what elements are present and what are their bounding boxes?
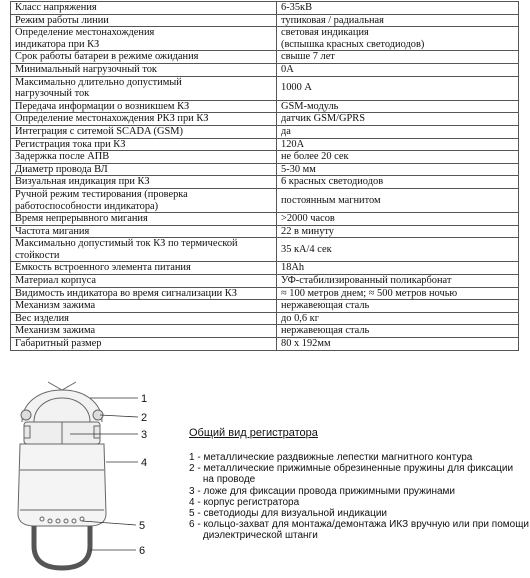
- spec-row: [11, 188, 519, 212]
- spec-value-cell: ≈ 100 метров днем; ≈ 500 метров ночью: [277, 287, 519, 300]
- callout-5: 5: [139, 520, 146, 532]
- spec-parameter-cell: Время непрерывного мигания: [11, 213, 277, 226]
- spec-parameter-cell: Определение местонахождения РКЗ при КЗ: [11, 113, 277, 126]
- spec-value-cell: 22 в минуту: [277, 225, 519, 238]
- spec-row: [11, 213, 519, 226]
- spec-parameter-cell: Регистрация тока при КЗ: [11, 138, 277, 151]
- specifications-table: [10, 1, 519, 351]
- callout-4: 4: [141, 457, 148, 469]
- spec-parameter-cell: Максимально допустимый ток КЗ по термической стойкости: [11, 238, 277, 262]
- spec-parameter-cell: Класс напряжения: [11, 2, 277, 15]
- spec-row: [11, 14, 519, 27]
- spec-row: [11, 225, 519, 238]
- spec-value-cell: 1000 А: [277, 76, 519, 100]
- spec-value-cell: не более 20 сек: [277, 151, 519, 164]
- legend-item: 3 - ложе для фиксации провода прижимными пружинами: [189, 485, 455, 497]
- legend-item: 1 - металлические раздвижные лепестки магнитного контура: [189, 452, 473, 463]
- spec-parameter-cell: Механизм зажима: [11, 300, 277, 313]
- spec-parameter-cell: Определение местонахождения индикатора при КЗ: [11, 27, 277, 51]
- spec-value-cell: GSM-модуль: [277, 100, 519, 113]
- legend-item: 6 - кольцо-захват для монтажа/демонтажа ИКЗ вручную или при помощи: [189, 519, 530, 531]
- spec-row: [11, 312, 519, 325]
- spec-value-cell: 35 кА/4 сек: [277, 238, 519, 262]
- spec-value-cell: 18Ah: [277, 262, 519, 275]
- spec-parameter-cell: Механизм зажима: [11, 325, 277, 338]
- spec-row: [11, 338, 519, 351]
- spec-row: [11, 163, 519, 176]
- legend-item: 4 - корпус регистратора: [189, 496, 300, 508]
- spec-value-cell: нержавеющая сталь: [277, 325, 519, 338]
- spec-row: [11, 51, 519, 64]
- leader-2: [100, 415, 138, 417]
- spec-value-cell: тупиковая / радиальная: [277, 14, 519, 27]
- callout-3: 3: [141, 429, 148, 441]
- spec-value-cell: 120А: [277, 138, 519, 151]
- spec-value-cell: 0А: [277, 63, 519, 76]
- spec-value-cell: 6-35кВ: [277, 2, 519, 15]
- clamp-tip: [48, 382, 76, 390]
- figure-caption: Общий вид регистратора: [189, 427, 318, 439]
- spec-row: [11, 113, 519, 126]
- spec-row: [11, 138, 519, 151]
- spec-row: [11, 325, 519, 338]
- spec-row: [11, 300, 519, 313]
- legend-item: 5 - светодиоды для визуальной индикации: [189, 508, 388, 520]
- spec-parameter-cell: Режим работы линии: [11, 14, 277, 27]
- bed-latch-left: [24, 426, 30, 438]
- spec-value-cell: 6 красных светодиодов: [277, 176, 519, 189]
- housing-body: [18, 444, 106, 526]
- spec-parameter-cell: Материал корпуса: [11, 275, 277, 288]
- spec-value-cell: 5-30 мм: [277, 163, 519, 176]
- spec-value-cell: световая индикация (вспышка красных светодиодов): [277, 27, 519, 51]
- spec-parameter-cell: Интеграция с ситемой SCADA (GSM): [11, 125, 277, 138]
- spec-parameter-cell: Видимость индикатора во время сигнализации КЗ: [11, 287, 277, 300]
- spec-value-cell: УФ-стабилизированный поликарбонат: [277, 275, 519, 288]
- spec-value-cell: датчик GSM/GPRS: [277, 113, 519, 126]
- spec-parameter-cell: Диаметр провода ВЛ: [11, 163, 277, 176]
- spec-row: [11, 176, 519, 189]
- spec-row: [11, 27, 519, 51]
- spring-left: [21, 410, 31, 420]
- bed-latch-right: [94, 426, 100, 438]
- spec-row: [11, 262, 519, 275]
- legend-item: 2 - металлические прижимные обрезиненные пружины для фиксации: [189, 463, 514, 475]
- spec-parameter-cell: Габаритный размер: [11, 338, 277, 351]
- spec-parameter-cell: Задержка после АПВ: [11, 151, 277, 164]
- callout-6: 6: [139, 545, 146, 557]
- spec-value-cell: 80 х 192мм: [277, 338, 519, 351]
- spec-row: [11, 287, 519, 300]
- spec-parameter-cell: Вес изделия: [11, 312, 277, 325]
- legend-item: диэлектрической штанги: [189, 530, 318, 542]
- spec-value-cell: постоянным магнитом: [277, 188, 519, 212]
- spec-value-cell: нержавеющая сталь: [277, 300, 519, 313]
- specifications-table-body: [11, 2, 519, 351]
- spec-parameter-cell: Передача информации о возникшем КЗ: [11, 100, 277, 113]
- ring-grip: [34, 526, 90, 568]
- spec-parameter-cell: Срок работы батареи в режиме ожидания: [11, 51, 277, 64]
- spec-parameter-cell: Визуальная индикация при КЗ: [11, 176, 277, 189]
- figure-legend: [189, 452, 530, 542]
- spec-value-cell: до 0,6 кг: [277, 312, 519, 325]
- spec-value-cell: свыше 7 лет: [277, 51, 519, 64]
- spec-row: [11, 151, 519, 164]
- spec-row: [11, 2, 519, 15]
- spec-value-cell: >2000 часов: [277, 213, 519, 226]
- spec-parameter-cell: Максимально длительно допустимый нагрузочный ток: [11, 76, 277, 100]
- spec-row: [11, 238, 519, 262]
- spec-value-cell: да: [277, 125, 519, 138]
- callout-2: 2: [141, 412, 148, 424]
- spec-row: [11, 275, 519, 288]
- callout-1: 1: [141, 393, 148, 405]
- legend-item: на проводе: [189, 474, 256, 486]
- spec-row: [11, 125, 519, 138]
- spec-row: [11, 63, 519, 76]
- spec-parameter-cell: Емкость встроенного элемента питания: [11, 262, 277, 275]
- spec-parameter-cell: Частота мигания: [11, 225, 277, 238]
- spec-row: [11, 100, 519, 113]
- spec-row: [11, 76, 519, 100]
- spec-parameter-cell: Ручной режим тестирования (проверка работоспособности индикатора): [11, 188, 277, 212]
- spec-parameter-cell: Минимальный нагрузочный ток: [11, 63, 277, 76]
